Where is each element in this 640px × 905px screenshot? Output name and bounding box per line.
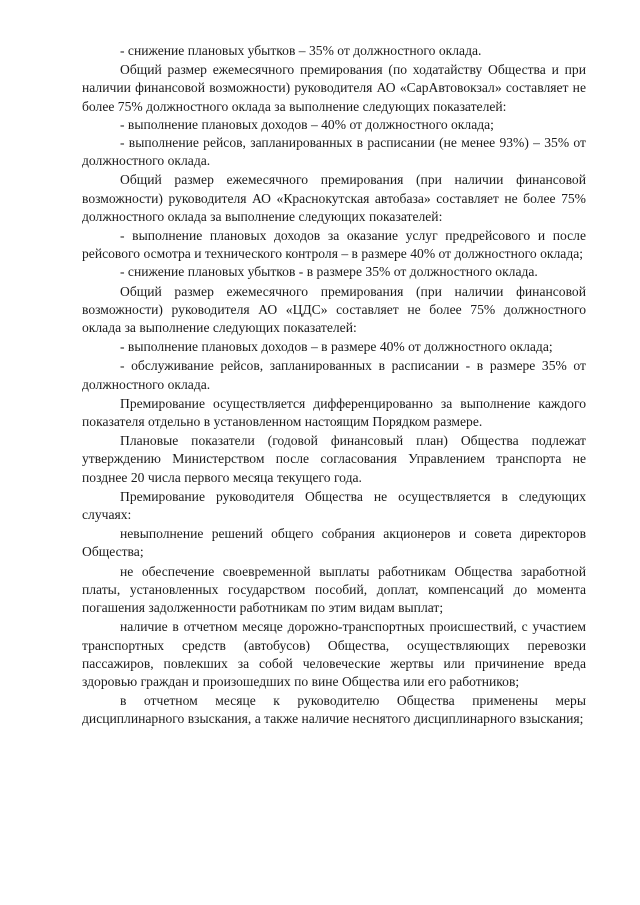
paragraph-12: Плановые показатели (годовой финансовый план) Общества подлежат утверждению Министерством после согласования Управлением транспорта не позднее 20 числа первого месяца текущего года.	[82, 433, 586, 485]
paragraph-14: невыполнение решений общего собрания акционеров и совета директоров Общества;	[82, 526, 586, 560]
paragraph-3: - выполнение плановых доходов – 40% от должностного оклада;	[120, 116, 494, 132]
paragraph-13: Премирование руководителя Общества не осуществляется в следующих случаях:	[82, 488, 586, 523]
paragraph-5: Общий размер ежемесячного премирования (при наличии финансовой возможности) руководителя АО «Краснокутская автобаза» составляет не более 75% должностного оклада за выполнение следующих показателей:	[82, 172, 586, 224]
paragraph-9: - выполнение плановых доходов – в размере 40% от должностного оклада;	[120, 339, 553, 355]
paragraph-15: не обеспечение своевременной выплаты работникам Общества заработной платы, установленных государством пособий, доплат, компенсаций до момента погашения задолженности работникам по этим видам выплат;	[82, 563, 586, 616]
paragraph-10: - обслуживание рейсов, запланированных в расписании - в размере 35% от должностного оклада.	[82, 358, 586, 392]
paragraph-6: - выполнение плановых доходов за оказание услуг предрейсового и после рейсового осмотра и технического контроля – в размере 40% от должностного оклада;	[82, 228, 586, 262]
paragraph-11: Премирование осуществляется дифференцированно за выполнение каждого показателя отдельно в установленном настоящим Порядком размере.	[82, 395, 586, 430]
paragraph-1: - снижение плановых убытков – 35% от должностного оклада.	[120, 43, 482, 58]
paragraph-17: в отчетном месяце к руководителю Общества применены меры дисциплинарного взыскания, а также наличие неснятого дисциплинарного взыскания;	[82, 693, 586, 727]
paragraph-7: - снижение плановых убытков - в размере 35% от должностного оклада.	[120, 264, 538, 280]
paragraph-4: - выполнение рейсов, запланированных в расписании (не менее 93%) – 35% от должностного оклада.	[82, 135, 586, 169]
paragraph-16: наличие в отчетном месяце дорожно-транспортных происшествий, с участием транспортных средств (автобусов) Общества, осуществляющих перевозки пассажиров, повлекших за собой человеческие жертвы или причинение вреда здоровью граждан и произошедших по вине Общества или его работников;	[82, 619, 586, 689]
paragraph-8: Общий размер ежемесячного премирования (при наличии финансовой возможности) руководителя АО «ЦДС» составляет не более 75% должностного оклада за выполнение следующих показателей:	[82, 283, 586, 336]
paragraph-2: Общий размер ежемесячного премирования (по ходатайству Общества и при наличии финансовой возможности) руководителя АО «СарАвтовокзал» составляет не более 75% должностного оклада за выполнение следующих показателей:	[82, 62, 586, 114]
